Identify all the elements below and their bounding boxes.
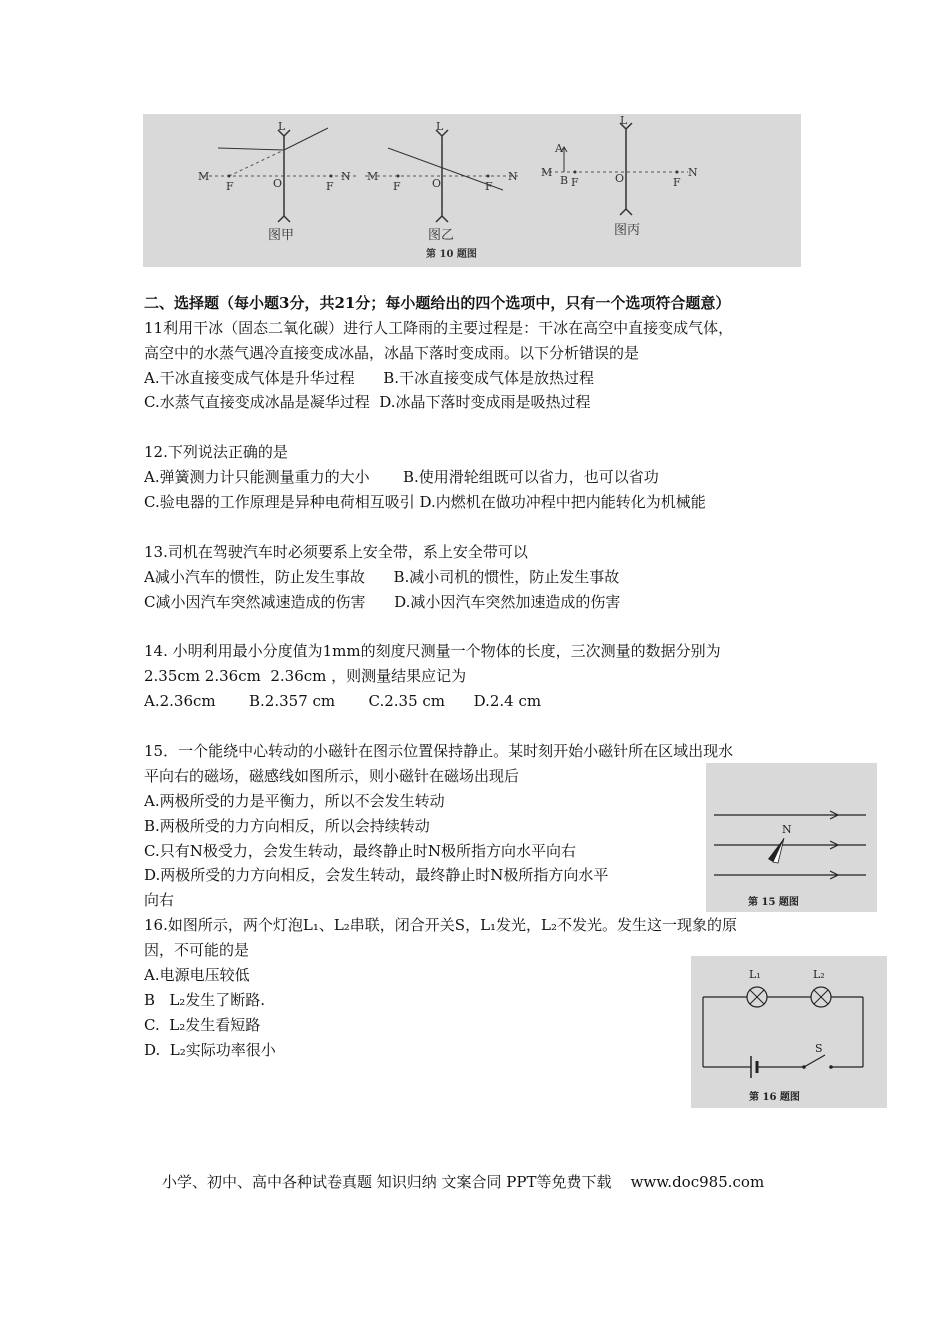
q15-stem-2: 平向右的磁场，磁感线如图所示，则小磁针在磁场出现后 <box>144 767 520 785</box>
fig10-bing-F1: F <box>571 176 579 189</box>
panel-jia <box>198 120 358 243</box>
fig10-yi-O: O <box>432 177 442 190</box>
panel-bing <box>541 114 698 238</box>
fig10-title: 第 10 题图 <box>426 249 477 260</box>
fig10-yi-N: N <box>508 170 518 183</box>
fig10-bing-caption: 图丙 <box>614 223 641 238</box>
q15-stem-1: 15．一个能绕中心转动的小磁针在图示位置保持静止。某时刻开始小磁针所在区域出现水 <box>144 742 734 760</box>
fig10-yi-caption: 图乙 <box>428 228 455 243</box>
q16-option-a: A.电源电压较低 <box>144 966 250 984</box>
fig10-bing-A: A <box>555 142 563 155</box>
fig10-bing-F2: F <box>673 176 681 189</box>
q16-stem-2: 因，不可能的是 <box>144 941 250 959</box>
fig10-bing-O: O <box>615 172 625 185</box>
fig15-title: 第 15 题图 <box>748 897 799 908</box>
q12-options-ab: A.弹簧测力计只能测量重力的大小 B.使用滑轮组既可以省力，也可以省功 <box>144 468 659 486</box>
q11-stem-1: 11利用干冰（固态二氧化碳）进行人工降雨的主要过程是：干冰在高空中直接变成气体， <box>144 319 734 337</box>
q15-option-d-1: D.两极所受的力方向相反，会发生转动，最终静止时N极所指方向水平 <box>144 866 609 884</box>
fig10-yi-L: L <box>436 120 444 133</box>
fig16-l1-label: L₁ <box>749 968 761 981</box>
q16-option-c: C. L₂发生看短路 <box>144 1016 261 1034</box>
q15-option-c: C.只有N极受力，会发生转动，最终静止时N极所指方向水平向右 <box>144 842 576 860</box>
q14-stem-2: 2.35cm 2.36cm 2.36cm ，则测量结果应记为 <box>144 667 467 685</box>
battery-icon <box>751 1056 757 1078</box>
q12-options-cd: C.验电器的工作原理是异种电荷相互吸引 D.内燃机在做功冲程中把内能转化为机械能 <box>144 493 706 511</box>
figure-15 <box>706 763 877 912</box>
q15-option-a: A.两极所受的力是平衡力，所以不会发生转动 <box>144 792 445 810</box>
fig10-jia-F2: F <box>326 180 334 193</box>
bulb-l2-icon <box>811 987 831 1007</box>
bulb-l1-icon <box>747 987 767 1007</box>
fig10-jia-L: L <box>278 120 286 133</box>
q14-stem-1: 14. 小明利用最小分度值为1mm的刻度尺测量一个物体的长度，三次测量的数据分别为 <box>144 642 721 660</box>
fig10-yi-F1: F <box>393 180 401 193</box>
fig10-jia-caption: 图甲 <box>268 228 295 243</box>
panel-yi <box>365 120 521 243</box>
q13-options-cd: C减小因汽车突然减速造成的伤害 D.减小因汽车突然加速造成的伤害 <box>144 593 621 611</box>
fig15-n-label: N <box>782 823 792 836</box>
figure-10 <box>143 114 801 267</box>
fig10-jia-O: O <box>273 177 283 190</box>
fig10-bing-N: N <box>688 166 698 179</box>
q11-options-cd: C.水蒸气直接变成冰晶是凝华过程 D.冰晶下落时变成雨是吸热过程 <box>144 393 591 411</box>
q16-option-b: B L₂发生了断路. <box>144 991 266 1009</box>
fig16-title: 第 16 题图 <box>749 1092 800 1103</box>
switch-icon <box>802 1055 833 1069</box>
q12-stem: 12.下列说法正确的是 <box>144 443 288 461</box>
fig10-jia-M: M <box>198 170 210 183</box>
fig10-bing-L: L <box>620 114 628 127</box>
q11-stem-2: 高空中的水蒸气遇冷直接变成冰晶，冰晶下落时变成雨。以下分析错误的是 <box>144 344 640 362</box>
page-footer: 小学、初中、高中各种试卷真题 知识归纳 文案合同 PPT等免费下载 www.doc985.com <box>162 1173 765 1191</box>
fig16-l2-label: L₂ <box>813 968 825 981</box>
fig10-bing-M: M <box>541 166 553 179</box>
fig10-jia-N: N <box>341 170 351 183</box>
fig16-s-label: S <box>815 1042 823 1055</box>
fig10-jia-F1: F <box>226 180 234 193</box>
section-2-heading: 二、选择题（每小题3分，共21分；每小题给出的四个选项中，只有一个选项符合题意） <box>144 294 731 312</box>
q13-stem: 13.司机在驾驶汽车时必须要系上安全带，系上安全带可以 <box>144 543 528 561</box>
q14-options: A.2.36cm B.2.357 cm C.2.35 cm D.2.4 cm <box>144 692 542 710</box>
q13-options-ab: A减小汽车的惯性，防止发生事故 B.减小司机的惯性，防止发生事故 <box>144 568 620 586</box>
q15-option-b: B.两极所受的力方向相反，所以会持续转动 <box>144 817 430 835</box>
q16-option-d: D. L₂实际功率很小 <box>144 1041 276 1059</box>
q16-stem-1: 16.如图所示，两个灯泡L₁、L₂串联，闭合开关S，L₁发光，L₂不发光。发生这一现象的原 <box>144 916 738 934</box>
fig10-yi-M: M <box>367 170 379 183</box>
fig10-yi-F2: F <box>485 180 493 193</box>
fig10-bing-B: B <box>560 174 569 187</box>
figure-16 <box>691 956 887 1108</box>
q11-options-ab: A.干冰直接变成气体是升华过程 B.干冰直接变成气体是放热过程 <box>144 369 595 387</box>
q15-option-d-2: 向右 <box>144 891 175 909</box>
compass-needle-icon <box>768 838 784 863</box>
